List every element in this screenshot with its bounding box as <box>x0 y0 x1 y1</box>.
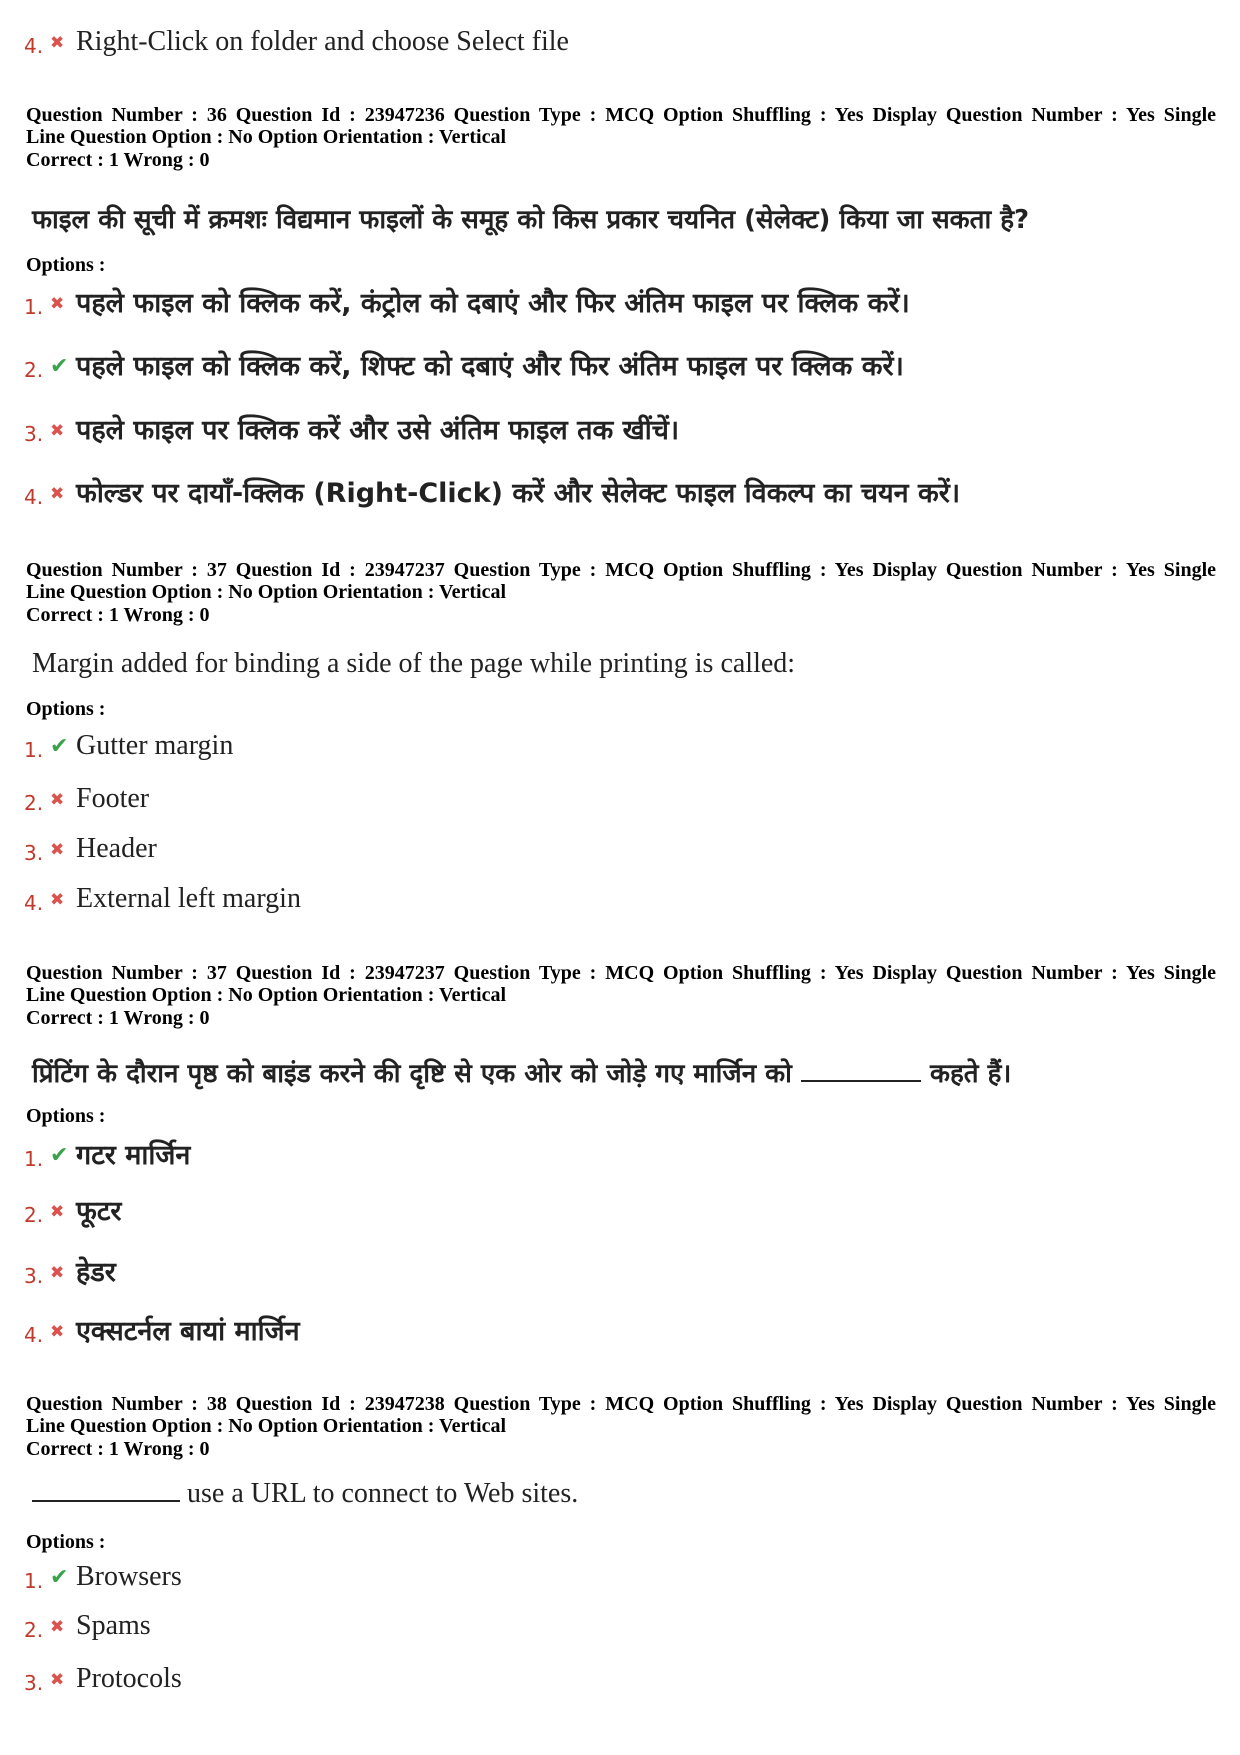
option-text: पहले फाइल को क्लिक करें, शिफ्ट को दबाएं और फिर अंतिम फाइल पर क्लिक करें। <box>76 351 904 382</box>
option-row <box>24 26 569 58</box>
option-number: 1. <box>24 1147 44 1172</box>
cross-icon: ✖ <box>50 1202 65 1223</box>
option-row <box>24 1561 182 1593</box>
check-icon: ✔ <box>50 1565 69 1591</box>
answer-blank <box>32 1500 180 1502</box>
option-number: 4. <box>24 891 44 916</box>
option-row <box>24 1196 121 1227</box>
option-text: हेडर <box>76 1257 116 1288</box>
cross-icon: ✖ <box>50 33 65 54</box>
option-text: Header <box>76 833 157 864</box>
answer-blank <box>801 1080 921 1082</box>
option-number: 4. <box>24 34 44 59</box>
option-text: Spams <box>76 1610 151 1641</box>
option-row <box>24 288 910 319</box>
options-label: Options : <box>26 254 106 276</box>
cross-icon: ✖ <box>50 484 65 505</box>
question-meta: Question Number : 37 Question Id : 23947237 Question Type : MCQ Option Shuffling : Yes Display Question Number : Yes Single Line Question Option : No Option Orientation : Vertical <box>26 559 1216 603</box>
option-text: पहले फाइल पर क्लिक करें और उसे अंतिम फाइल तक खींचें। <box>76 415 680 446</box>
option-text: फोल्डर पर दायाँ-क्लिक (Right-Click) करें और सेलेक्ट फाइल विकल्प का चयन करें। <box>76 478 961 509</box>
cross-icon: ✖ <box>50 1617 65 1638</box>
option-number: 4. <box>24 1323 44 1348</box>
question-text: फाइल की सूची में क्रमशः विद्यमान फाइलों के समूह को किस प्रकार चयनित (सेलेक्ट) किया जा सकता है? <box>32 205 1030 235</box>
question-text: use a URL to connect to Web sites. <box>32 1478 1222 1510</box>
option-row <box>24 883 301 915</box>
cross-icon: ✖ <box>50 421 65 442</box>
option-number: 2. <box>24 1203 44 1228</box>
cross-icon: ✖ <box>50 1322 65 1343</box>
option-text: फूटर <box>76 1196 122 1227</box>
option-text: पहले फाइल को क्लिक करें, कंट्रोल को दबाएं और फिर अंतिम फाइल पर क्लिक करें। <box>76 288 910 319</box>
option-row <box>24 1316 300 1347</box>
question-meta: Question Number : 38 Question Id : 23947238 Question Type : MCQ Option Shuffling : Yes Display Question Number : Yes Single Line Question Option : No Option Orientation : Vertical <box>26 1393 1216 1437</box>
score-info: Correct : 1 Wrong : 0 <box>26 149 210 171</box>
check-icon: ✔ <box>50 354 69 380</box>
question-text: प्रिंटिंग के दौरान पृष्ठ को बाइंड करने की दृष्टि से एक ओर को जोड़े गए मार्जिन को कहते हैं। <box>32 1059 1012 1089</box>
option-text: Protocols <box>76 1663 182 1694</box>
option-text: गटर मार्जिन <box>76 1140 191 1171</box>
option-number: 3. <box>24 1671 44 1696</box>
cross-icon: ✖ <box>50 790 65 811</box>
cross-icon: ✖ <box>50 1263 65 1284</box>
option-text: Browsers <box>76 1561 182 1592</box>
option-number: 4. <box>24 485 44 510</box>
check-icon: ✔ <box>50 734 69 760</box>
option-number: 3. <box>24 1264 44 1289</box>
check-icon: ✔ <box>50 1143 69 1169</box>
options-label: Options : <box>26 1105 106 1127</box>
options-label: Options : <box>26 698 106 720</box>
option-text: Gutter margin <box>76 730 234 761</box>
options-label: Options : <box>26 1531 106 1553</box>
option-row <box>24 783 149 815</box>
cross-icon: ✖ <box>50 294 65 315</box>
option-row <box>24 1140 190 1171</box>
option-number: 1. <box>24 1569 44 1594</box>
option-number: 1. <box>24 295 44 320</box>
option-row <box>24 351 904 382</box>
option-text: Right-Click on folder and choose Select file <box>76 26 569 57</box>
option-text: एक्सटर्नल बायां मार्जिन <box>76 1316 300 1347</box>
option-row <box>24 833 157 865</box>
option-number: 2. <box>24 1618 44 1643</box>
option-number: 2. <box>24 791 44 816</box>
option-row <box>24 1610 151 1642</box>
option-row <box>24 730 233 762</box>
option-number: 3. <box>24 841 44 866</box>
option-row <box>24 415 679 446</box>
score-info: Correct : 1 Wrong : 0 <box>26 1438 210 1460</box>
option-text: Footer <box>76 783 150 814</box>
option-row <box>24 478 960 509</box>
option-number: 1. <box>24 738 44 763</box>
score-info: Correct : 1 Wrong : 0 <box>26 1007 210 1029</box>
option-row <box>24 1257 116 1288</box>
question-text: Margin added for binding a side of the page while printing is called: <box>32 648 796 679</box>
option-number: 3. <box>24 422 44 447</box>
option-row <box>24 1663 182 1695</box>
cross-icon: ✖ <box>50 890 65 911</box>
score-info: Correct : 1 Wrong : 0 <box>26 604 210 626</box>
cross-icon: ✖ <box>50 1670 65 1691</box>
option-number: 2. <box>24 358 44 383</box>
question-meta: Question Number : 37 Question Id : 23947237 Question Type : MCQ Option Shuffling : Yes Display Question Number : Yes Single Line Question Option : No Option Orientation : Vertical <box>26 962 1216 1006</box>
cross-icon: ✖ <box>50 840 65 861</box>
question-meta: Question Number : 36 Question Id : 23947236 Question Type : MCQ Option Shuffling : Yes Display Question Number : Yes Single Line Question Option : No Option Orientation : Vertical <box>26 104 1216 148</box>
option-text: External left margin <box>76 883 301 914</box>
